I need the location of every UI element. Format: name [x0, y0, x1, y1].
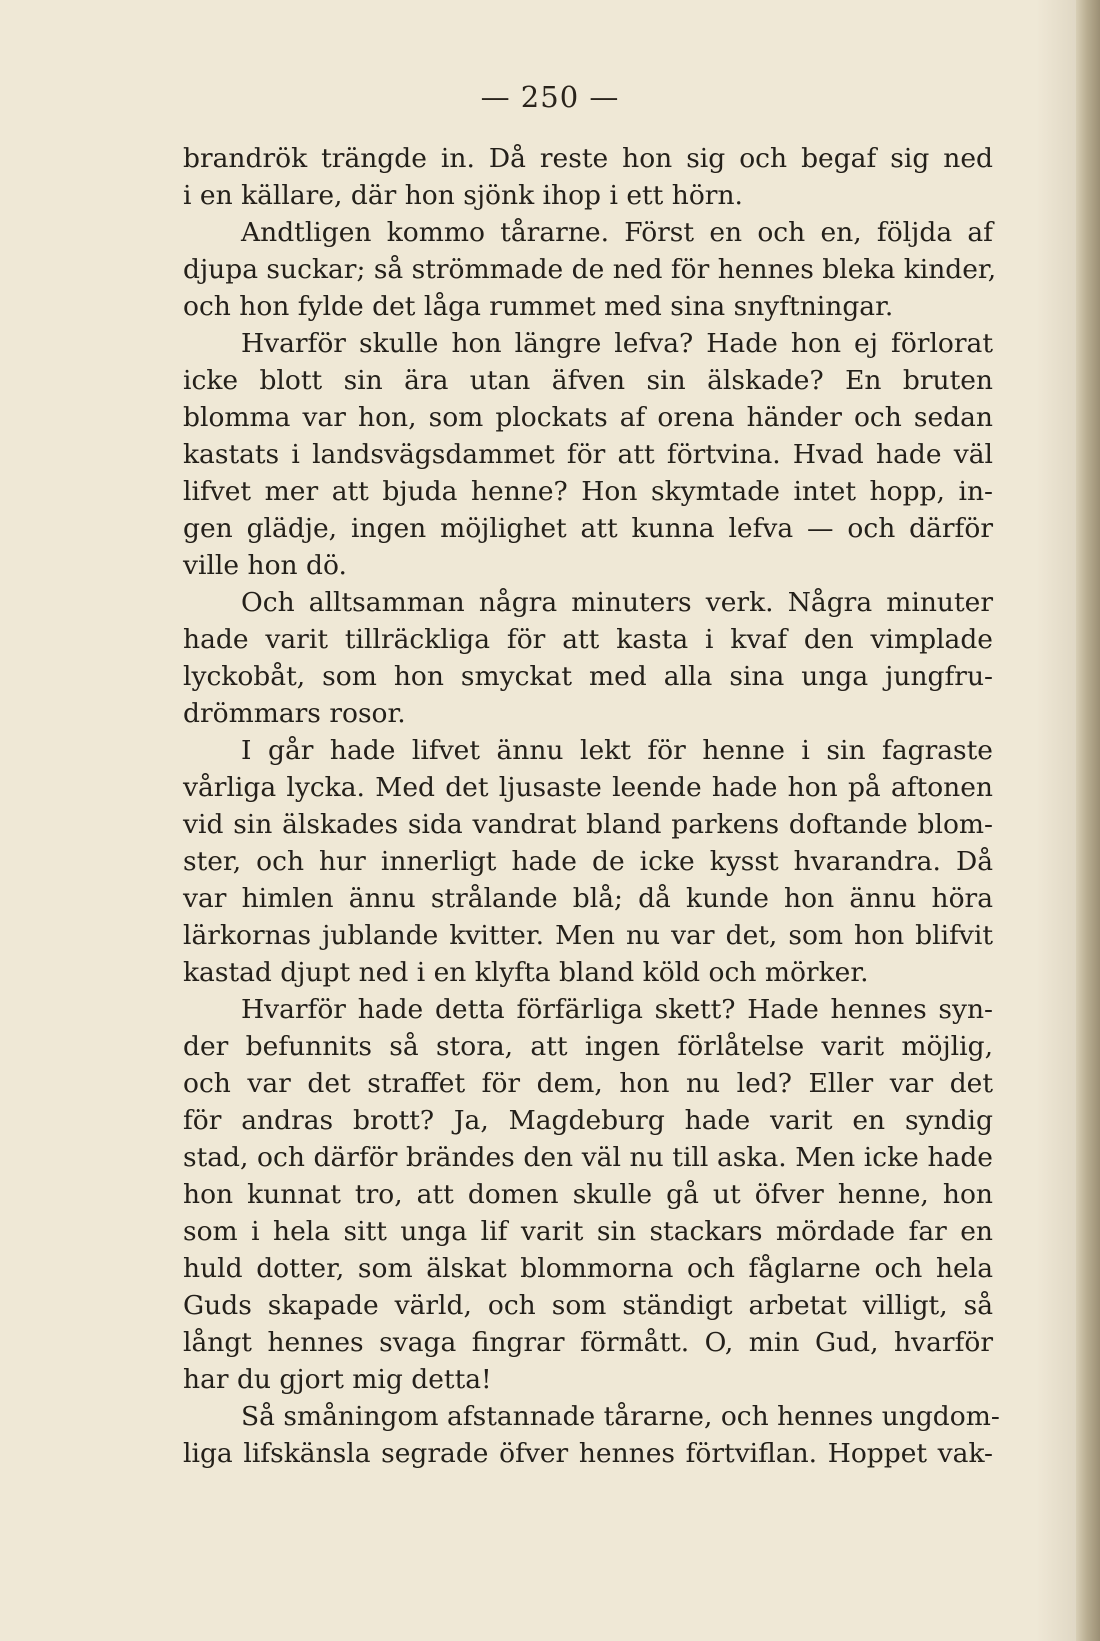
paragraph [183, 214, 997, 325]
text-line: brandrök trängde in. Då reste hon sig och begaf sig ned [183, 143, 993, 174]
text-line: liga lifskänsla segrade öfver hennes förtviflan. Hoppet vak- [183, 1438, 993, 1469]
text-line: som i hela sitt unga lif varit sin stackars mördade far en [183, 1216, 993, 1247]
text-line: lifvet mer att bjuda henne? Hon skymtade intet hopp, in- [183, 476, 993, 507]
text-line: drömmars rosor. [183, 698, 406, 729]
page-edge [1076, 0, 1100, 1641]
text-line: Och alltsamman några minuters verk. Några minuter [241, 587, 993, 618]
paragraph [183, 1398, 1000, 1472]
paragraph [183, 732, 993, 991]
text-line: ville hon dö. [183, 550, 347, 581]
text-line: var himlen ännu strålande blå; då kunde hon ännu höra [183, 883, 993, 914]
text-line: Guds skapade värld, och som ständigt arbetat villigt, så [183, 1290, 993, 1321]
text-line: i en källare, där hon sjönk ihop i ett hörn. [183, 180, 743, 211]
spine-shadow [1036, 0, 1076, 1641]
paragraph [183, 584, 993, 732]
text-line: och var det straffet för dem, hon nu led? Eller var det [183, 1068, 993, 1099]
text-line: der befunnits så stora, att ingen förlåtelse varit möjlig, [183, 1031, 993, 1062]
text-line: ster, och hur innerligt hade de icke kysst hvarandra. Då [183, 846, 993, 877]
text-line: stad, och därför brändes den väl nu till aska. Men icke hade [183, 1142, 993, 1173]
body-text [183, 140, 1000, 1472]
text-line: gen glädje, ingen möjlighet att kunna lefva — och därför [183, 513, 993, 544]
text-line: kastats i landsvägsdammet för att förtvina. Hvad hade väl [183, 439, 993, 470]
paragraph [183, 325, 993, 584]
text-line: har du gjort mig detta! [183, 1364, 492, 1395]
text-line: och hon fylde det låga rummet med sina snyftningar. [183, 291, 894, 322]
text-line: Så småningom afstannade tårarne, och hennes ungdom- [241, 1401, 1000, 1432]
text-line: blomma var hon, som plockats af orena händer och sedan [183, 402, 993, 433]
text-line: hade varit tillräckliga för att kasta i kvaf den vimplade [183, 624, 993, 655]
text-line: I går hade lifvet ännu lekt för henne i sin fagraste [241, 735, 993, 766]
paragraph [183, 991, 993, 1398]
text-line: lyckobåt, som hon smyckat med alla sina unga jungfru- [183, 661, 993, 692]
text-line: vårliga lycka. Med det ljusaste leende hade hon på aftonen [183, 772, 993, 803]
text-line: djupa suckar; så strömmade de ned för hennes bleka kinder, [183, 254, 997, 285]
text-line: Andtligen kommo tårarne. Först en och en, följda af [241, 217, 993, 248]
text-line: lärkornas jublande kvitter. Men nu var det, som hon blifvit [183, 920, 993, 951]
text-line: kastad djupt ned i en klyfta bland köld och mörker. [183, 957, 869, 988]
text-line: hon kunnat tro, att domen skulle gå ut öfver henne, hon [183, 1179, 993, 1210]
text-line: långt hennes svaga fingrar förmått. O, min Gud, hvarför [183, 1327, 993, 1358]
text-line: icke blott sin ära utan äfven sin älskade? En bruten [183, 365, 993, 396]
text-line: vid sin älskades sida vandrat bland parkens doftande blom- [183, 809, 993, 840]
text-line: Hvarför hade detta förfärliga skett? Hade hennes syn- [241, 994, 993, 1025]
text-line: huld dotter, som älskat blommorna och fåglarne och hela [183, 1253, 993, 1284]
text-line: Hvarför skulle hon längre lefva? Hade hon ej förlorat [241, 328, 993, 359]
paragraph [183, 140, 993, 214]
text-line: för andras brott? Ja, Magdeburg hade varit en syndig [183, 1105, 993, 1136]
page-number: — 250 — [480, 80, 620, 114]
